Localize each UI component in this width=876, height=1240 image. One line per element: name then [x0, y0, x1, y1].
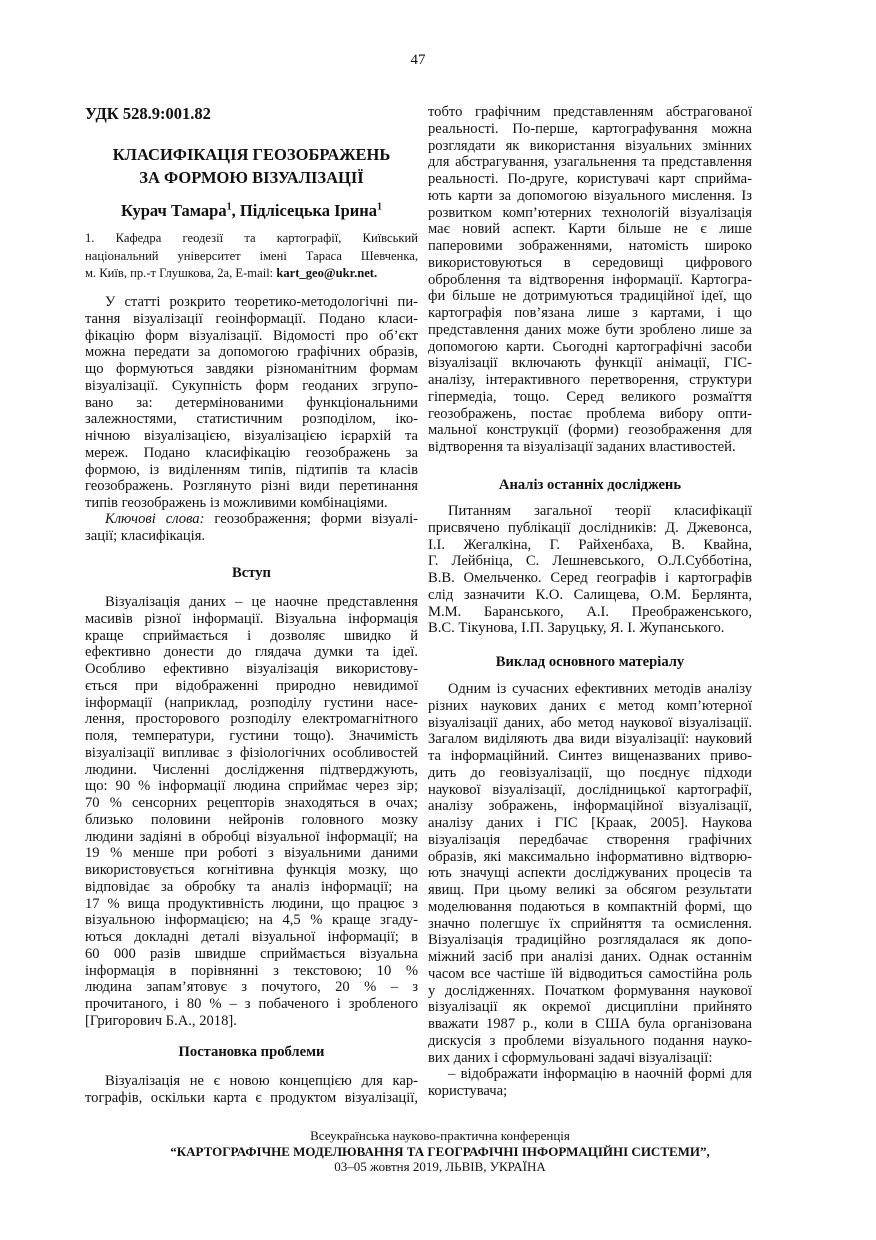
text-line: людини задіяні в обробці візуальної інформації; на: [85, 828, 418, 845]
text-line: ють значущі аспекти досліджуваних процесів та: [428, 865, 752, 882]
text-line: аналізу даних і ГІС [Краак, 2005]. Наукова: [428, 815, 752, 831]
author-name: Підлісецька Ірина: [239, 201, 378, 220]
text-line: прочитаного, і 80 % – з побаченого і зробленого: [85, 996, 418, 1012]
text-line: В.С. Тікунова, І.П. Заруцьку, Я. І. Жупанського.: [428, 620, 725, 637]
text-line: 17 % вища продуктивність людини, що працює з: [85, 895, 418, 912]
author-name: Курач Тамара: [120, 201, 227, 220]
text-line: [Григорович Б.А., 2018].: [85, 1012, 237, 1029]
text-line: близько половини нейронів головного мозку: [85, 811, 418, 828]
section-heading-intro: Вступ: [232, 565, 271, 581]
text-line: 60 000 разів швидше сприймається візуальна: [85, 945, 418, 962]
text-line: допомогою карти. Сьогодні картографічні засоби: [428, 338, 752, 355]
text-line: Візуалізація даних – це наочне представлення: [105, 594, 418, 610]
text-line: Загалом виділяють два види візуалізації: науковий: [428, 731, 752, 748]
text-line: наукової візуалізації, дослідницької картографії,: [428, 781, 752, 798]
author-affiliation-mark: 1: [226, 201, 232, 213]
text-line: Питанням загальної теорії класифікації: [448, 503, 752, 519]
affiliation-line: 1. Кафедра геодезії та картографії, Київський: [85, 231, 418, 245]
text-line: реальності. По-друге, користувачі карт сприйма-: [428, 171, 752, 187]
text-line: лення, просторового розподілу електромагнітного: [85, 711, 418, 728]
text-line: мальної конструкції (форми) геозображення для: [428, 422, 752, 439]
text-line: образів, які максимально інформативно відтворю-: [428, 848, 752, 865]
text-line: фікацію форм візуалізації. Відомості про об’єкт: [85, 327, 418, 344]
text-line: – відображати інформацію в наочній формі для: [448, 1066, 752, 1082]
main-paragraph: [428, 681, 752, 1066]
text-line: людина запам’ятовує з почутого, 20 % – з: [85, 979, 418, 996]
keywords-line: зації; класифікація.: [85, 527, 206, 544]
text-line: 70 % сенсорних рецепторів знаходяться в очах;: [85, 795, 418, 811]
text-line: Візуалізація традиційно розглядалася як допо-: [428, 932, 752, 949]
text-line: гіпермедіа, тощо. Серед великого розмаїття: [428, 388, 752, 405]
keywords-line: [85, 511, 418, 528]
text-line: візуалізація передбачає створення графічних: [428, 831, 752, 848]
footer-line: 03–05 жовтня 2019, ЛЬВІВ, УКРАЇНА: [334, 1159, 546, 1174]
text-line: відтворення та візуалізації заданих властивостей.: [428, 439, 736, 455]
text-line: І.І. Жегалкіна, Г. Райхенбаха, В. Квайна,: [428, 536, 752, 553]
affiliation: [85, 230, 418, 283]
text-line: аналізу, інтерактивного перетворення, структури: [428, 372, 752, 388]
keywords-text: геозображення; форми візуалі-: [204, 511, 418, 527]
text-line: візуальною інформацією; на 4,5 % краще згаду-: [85, 912, 418, 929]
text-line: поля, температури, густини тощо). Значимість: [85, 728, 418, 744]
footer-line: Всеукраїнська науково-практична конференція: [310, 1128, 570, 1143]
abstract: [85, 294, 418, 512]
text-line: людини. Численні дослідження підтверджують,: [85, 761, 418, 778]
text-line: дить до геовізуалізації, що поєднує підходи: [428, 764, 752, 781]
page-number: 47: [410, 52, 426, 68]
text-line: Особливо ефективно візуалізація використову-: [85, 661, 418, 677]
text-line: та інформаційний. Синтез вищеназваних приво-: [428, 748, 752, 764]
text-line: візуалізації як окремої дисципліни прийнято: [428, 999, 752, 1016]
text-line: геозображень. Розглянуто різні види перетинання: [85, 478, 418, 495]
text-line: присвячено публікації дослідників: Д. Джевонса,: [428, 519, 752, 536]
text-line: явищ. При цьому великі за обсягом результати: [428, 882, 752, 898]
text-line: реальності. По-перше, картографування можна: [428, 120, 752, 137]
title-line: ЗА ФОРМОЮ ВІЗУАЛІЗАЦІЇ: [139, 168, 364, 187]
text-line: мереж. Подано класифікацію геозображень за: [85, 444, 418, 461]
text-line: різних наукових даних є метод комп’ютерної: [428, 697, 752, 714]
text-line: представлення даних може бути зроблено лише за: [428, 321, 752, 338]
text-line: використовується когнітивна функція мозку, що: [85, 862, 418, 878]
text-line: фи більше не дотримуються традиційної ідеї, що: [428, 288, 752, 305]
affiliation-line: [85, 265, 418, 283]
text-line: У статті розкрито теоретико-методологічні пи-: [105, 294, 418, 310]
text-line: 19 % менше при роботі з візуальними даними: [85, 845, 418, 862]
text-line: у дослідженнях. Початком формування наукової: [428, 982, 752, 999]
text-line: краще сприймається і дозволяє швидко й: [85, 627, 418, 644]
text-line: інформація в порівнянні з текстовою; 10 %: [85, 962, 418, 979]
author-affiliation-mark: 1: [377, 201, 383, 213]
text-line: візуалізації. Сукупність форм геоданих згрупо-: [85, 377, 418, 394]
text-line: для абстрагування, узагальнення та представлення: [428, 154, 752, 171]
section-heading-main: Виклад основного матеріалу: [495, 654, 685, 670]
text-line: що формуються завдяки різноманітним формам: [85, 361, 418, 377]
text-line: картографія пов’язана лише з картами, і що: [428, 305, 752, 321]
text-line: візуалізації випливає з фізіологічних особливостей: [85, 744, 418, 761]
text-line: розвитком комп’ютерних технологій візуалізація: [428, 204, 752, 221]
text-line: ється при відображенні природно невидимої: [85, 677, 418, 694]
author-separator: ,: [231, 201, 240, 220]
text-line: Г. Лейбніца, С. Лешневського, О.Л.Субботіна,: [428, 553, 752, 570]
text-line: має новий аспект. Карти більше не є лише: [428, 221, 752, 238]
text-line: ефективно донести до глядача думки та ідеї.: [85, 644, 418, 661]
text-line: дискусія з проблеми візуального подання науко-: [428, 1032, 752, 1049]
text-line: ють карти за допомогою візуального мислення. Із: [428, 187, 752, 204]
affiliation-address: м. Київ, пр.-т Глушкова, 2а, E-mail:: [85, 266, 277, 280]
review-paragraph: [428, 503, 752, 637]
text-line: вано за: детермінованими функціональними: [85, 394, 418, 411]
section-heading-problem: Постановка проблеми: [178, 1044, 325, 1060]
problem-paragraph: [85, 1073, 418, 1107]
udk-code: УДК 528.9:001.82: [85, 104, 211, 123]
text-line: відповідає за обробку та аналіз інформації; на: [85, 878, 418, 895]
footer-conference-title: “КАРТОГРАФІЧНЕ МОДЕЛЮВАННЯ ТА ГЕОГРАФІЧНІ ІНФОРМАЦІЙНІ СИСТЕМИ”,: [170, 1143, 710, 1159]
text-line: паперовими зображеннями, натомість широко: [428, 238, 752, 254]
main-list-item: [428, 1066, 752, 1100]
text-line: ються докладні деталі візуальної інформації; в: [85, 929, 418, 945]
article-title: [85, 143, 418, 189]
text-line: використовуються в середовищі цифрового: [428, 254, 752, 271]
text-line: оброблення та відтворення інформації. Картогра-: [428, 271, 752, 288]
text-line: М.М. Баранського, А.І. Преображенського,: [428, 603, 752, 620]
text-line: Візуалізація не є новою концепцією для кар-: [105, 1073, 418, 1089]
text-line: часом все частіше їй відводиться самостійна роль: [428, 965, 752, 982]
conference-footer: [0, 1128, 876, 1175]
section-heading-review: Аналіз останніх досліджень: [498, 477, 682, 493]
text-line: типів геозображень із можливими комбінаціями.: [85, 495, 388, 511]
problem-paragraph-continued: [428, 104, 752, 456]
text-line: міжний засіб при аналізі даних. Однак останнім: [428, 949, 752, 965]
text-line: моделювання подаються в компактній формі, що: [428, 898, 752, 915]
text-line: тобто графічним представленням абстрагованої: [428, 104, 752, 120]
text-line: візуалізації включають функції анімації, ГІС-: [428, 355, 752, 372]
text-line: розглядати як використання візуальних змінних: [428, 137, 752, 154]
text-line: залежностями, статистичним розподілом, іко-: [85, 411, 418, 428]
text-line: інформації (наприклад, розподілу густини насе-: [85, 694, 418, 711]
text-line: формою, із виділенням типів, підтипів та класів: [85, 461, 418, 478]
text-line: користувача;: [428, 1082, 508, 1099]
intro-paragraph: [85, 594, 418, 1030]
text-line: слід зазначити К.О. Салищева, О.М. Берлянта,: [428, 586, 752, 603]
text-line: нічною візуалізацією, візуалізацією ієрархій та: [85, 428, 418, 444]
text-line: що: 90 % інформації людина сприймає через зір;: [85, 778, 418, 795]
authors: [85, 201, 418, 221]
text-line: аналізу зображень, інформаційної візуалізації,: [428, 798, 752, 815]
text-line: тання візуалізації геоінформації. Подано класи-: [85, 310, 418, 327]
text-line: візуалізації даних, або метод наукової візуалізації.: [428, 714, 752, 731]
affiliation-line: національний університет імені Тараса Шевченка,: [85, 248, 418, 263]
text-line: масивів різної інформації. Візуальна інформація: [85, 610, 418, 627]
text-line: геозображень, постає проблема вибору опти-: [428, 405, 752, 422]
title-line: КЛАСИФІКАЦІЯ ГЕОЗОБРАЖЕНЬ: [112, 145, 391, 164]
text-line: можна передати за допомогою графічних образів,: [85, 344, 418, 361]
keywords: [85, 511, 418, 545]
text-line: В.В. Омельченко. Серед географів і картографів: [428, 570, 752, 586]
text-line: Одним із сучасних ефективних методів аналізу: [448, 681, 752, 697]
email-link[interactable]: kart_geo@ukr.net.: [276, 266, 378, 280]
text-line: тографів, оскільки карта є продуктом візуалізації,: [85, 1089, 418, 1106]
text-line: значно полегшує їх сприйняття та осмислення.: [428, 915, 752, 932]
text-line: вих даних і сформульовані задачі візуалізації:: [428, 1049, 713, 1066]
keywords-label: Ключові слова:: [105, 511, 205, 527]
text-line: вважати 1987 р., коли в США була організована: [428, 1016, 752, 1032]
